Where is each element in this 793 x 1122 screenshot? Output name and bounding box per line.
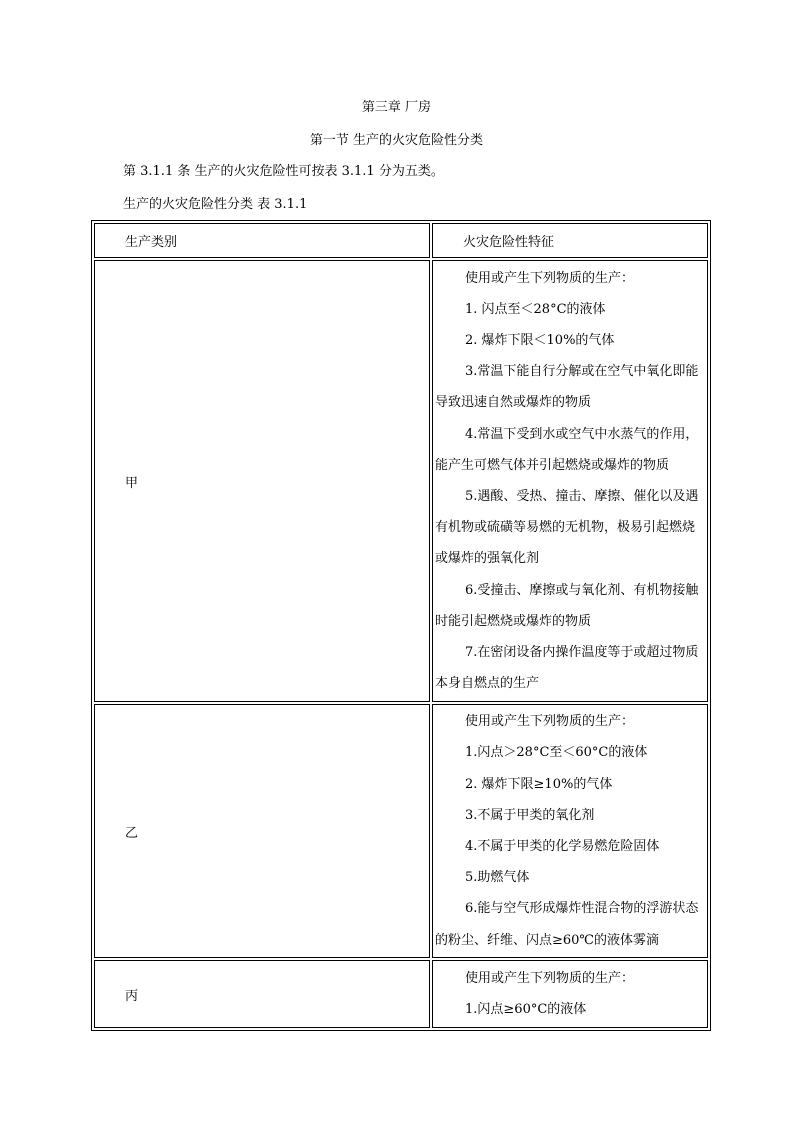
feature-line: 1.闪点≥60°C的液体: [465, 1002, 587, 1017]
feature-line: 7.在密闭设备内操作温度等于或超过物质本身自燃点的生产: [435, 645, 699, 692]
feature-line: 6.受撞击、摩擦或与氧化剂、有机物接触时能引起燃烧或爆炸的物质: [435, 582, 699, 629]
category-cell: 乙: [94, 704, 430, 958]
clause-text: 第 3.1.1 条 生产的火灾危险性可按表 3.1.1 分为五类。: [123, 164, 444, 179]
feature-cell: [432, 704, 708, 958]
feature-line: 4.常温下受到水或空气中水蒸气的作用，能产生可燃气体并引起燃烧或爆炸的物质: [435, 426, 699, 473]
header-category: 生产类别: [94, 223, 430, 258]
table-row: [94, 960, 708, 1028]
feature-line: 3.不属于甲类的氧化剂: [465, 807, 595, 823]
feature-line: 4.不属于甲类的化学易燃危险固体: [465, 839, 660, 854]
category-cell: 丙: [94, 960, 430, 1028]
feature-line: 5.助燃气体: [465, 870, 530, 886]
feature-line: 5.遇酸、受热、撞击、摩擦、催化以及遇有机物或硫磺等易燃的无机物，极易引起燃烧或爆炸的强氧化剂: [435, 489, 699, 567]
feature-line: 1.闪点＞28°C至＜60°C的液体: [465, 745, 648, 761]
feature-line: 6.能与空气形成爆炸性混合物的浮游状态的粉尘、纤维、闪点≥60℃的液体雾滴: [435, 901, 699, 948]
category-cell: 甲: [94, 260, 430, 702]
table-row: [94, 260, 708, 702]
feature-cell: [432, 260, 708, 702]
header-feature-label: 火灾危险性特征: [463, 235, 555, 250]
table-header-row: [94, 223, 708, 258]
table-caption: 生产的火灾危险性分类 表 3.1.1: [123, 197, 308, 212]
section-title: 第一节 生产的火灾危险性分类: [309, 133, 484, 148]
table-row: [94, 704, 708, 958]
feature-line: 3.常温下能自行分解或在空气中氧化即能导致迅速自然或爆炸的物质: [435, 364, 699, 411]
feature-line: 2. 爆炸下限＜10%的气体: [465, 332, 615, 348]
header-feature: [432, 223, 708, 258]
feature-cell: [432, 960, 708, 1028]
feature-line: 使用或产生下列物质的生产：: [465, 714, 635, 730]
feature-line: 使用或产生下列物质的生产：: [465, 970, 635, 986]
feature-line: 使用或产生下列物质的生产：: [465, 270, 635, 286]
feature-line: 2. 爆炸下限≥10%的气体: [465, 776, 613, 792]
fire-hazard-table: [91, 220, 711, 1031]
chapter-title: 第三章 厂房: [361, 100, 432, 115]
feature-line: 1. 闪点至＜28°C的液体: [465, 301, 606, 317]
